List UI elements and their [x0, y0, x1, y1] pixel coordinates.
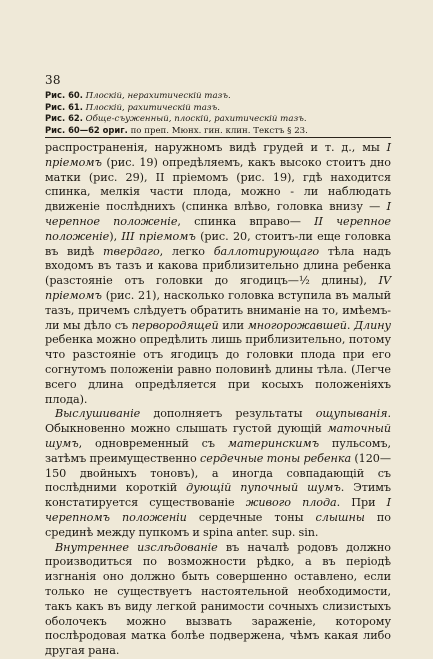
italic-run: Выслушиваніе — [55, 407, 141, 421]
caption-label: Рис. 60. — [45, 90, 83, 100]
italic-run: маточный шумъ — [45, 422, 391, 450]
italic-run: слышны — [315, 510, 365, 524]
italic-run: II черепное положеніе — [45, 214, 391, 243]
caption-text: по преп. Мюнх. гин. клин. Текстъ § 23. — [130, 125, 308, 136]
italic-run: Длину — [353, 318, 391, 332]
divider-rule — [45, 137, 391, 138]
text-run: (120—150 двойныхъ тоновъ), а иногда совпадающій съ послѣдними короткій — [45, 451, 391, 495]
text-run: въ началѣ родовъ должно производиться по возможности рѣдко, а въ періодѣ изгнанія оно должно быть совершенно оставлено, если только не существуетъ настоятельной необходимости, такъ какъ въ виду легкой ранимости сочныхъ слизистыхъ оболочекъ можно вызвать зараженіе, которому послѣродовая матка болѣе подвержена, чѣмъ какая либо другая рана. — [45, 540, 391, 658]
text-run: . Обыкновенно можно слышать густой дующій — [45, 407, 391, 436]
page-number: 38 — [45, 73, 61, 87]
text-run: (рис. 19) опредѣляемъ, какъ высоко стоитъ дно матки (рис. 29), II пріемомъ (рис. 19), гдѣ находится спинка, мелкія части плода, можно - ли наблюдать движеніе послѣднихъ (спинка влѣво, головка внизу — — [45, 155, 391, 214]
text-run: распространенія, наружномъ видѣ грудей и т. д., мы — [45, 141, 387, 154]
paragraph — [45, 541, 391, 659]
text-run: или — [218, 318, 248, 332]
italic-run: III пріемомъ — [121, 229, 196, 243]
italic-run: I черепное положеніе — [45, 200, 391, 228]
text-run: (рис. 20, стоитъ-ли еще головка въ видѣ — [45, 229, 391, 258]
italic-run: IV пріемомъ — [45, 274, 391, 302]
caption-label: Рис. 61. — [45, 101, 83, 112]
caption-label: Рис. 60—62 ориг. — [45, 124, 128, 135]
italic-run: дующій пупочный шумъ — [186, 481, 341, 495]
italic-run: баллотирующаго — [213, 244, 320, 258]
italic-run: Внутреннее изслѣдованіе — [55, 540, 218, 554]
text-run: сердечные тоны — [186, 510, 316, 524]
figure-caption — [45, 113, 395, 125]
italic-run: I черепномъ положеніи — [45, 496, 391, 524]
text-run: ребенка можно опредѣлить лишь приблизительно, потому что разстояніе отъ ягодицъ до головки плода при его согнутомъ положеніи равно половинѣ длины тѣла. (Легче всего длина опредѣляется при косыхъ положеніяхъ плода). — [45, 333, 391, 406]
text-run: (рис. 21), насколько головка вступила въ малый тазъ, причемъ слѣдуетъ обратить вниманіе на то, имѣемъ-ли мы дѣло съ — [45, 288, 391, 332]
figure-captions — [45, 90, 395, 136]
text-run: . Этимъ констатируется существованіе — [45, 481, 391, 510]
italic-run: живого плода — [245, 496, 337, 510]
italic-run: первородящей — [131, 318, 219, 332]
text-run: , легко — [159, 244, 214, 258]
text-run: . — [346, 318, 354, 332]
caption-text: Обще-съуженный, плоскій, рахитическій тазъ. — [85, 114, 307, 125]
text-run: тѣла надъ входомъ въ тазъ и какова приблизительно длина ребенка (разстояніе отъ головки до ягодицъ—½ длины), — [45, 244, 392, 288]
caption-text: Плоскій, рахитическій тазъ. — [85, 102, 220, 113]
italic-run: твердаго — [103, 244, 160, 258]
caption-label: Рис. 62. — [45, 113, 83, 124]
italic-run: I пріемомъ — [45, 141, 391, 169]
paragraph — [45, 141, 391, 407]
body-text — [45, 141, 391, 659]
figure-caption — [45, 90, 395, 102]
text-run: , спинка вправо— — [177, 214, 315, 228]
italic-run: сердечные тоны ребенка — [200, 451, 352, 465]
italic-run: многорожавшей — [247, 318, 347, 332]
figure-caption-source — [45, 125, 395, 137]
figure-caption — [45, 102, 395, 114]
text-run: , одновременный съ — [78, 436, 228, 450]
text-run: ), — [109, 229, 122, 243]
italic-run: ощупыванія — [315, 407, 388, 421]
text-run: дополняетъ результаты — [140, 407, 316, 421]
caption-text: Плоскій, нерахитическій тазъ. — [85, 91, 231, 101]
text-run: . При — [336, 496, 387, 510]
text-run: по срединѣ между пупкомъ и spina anter. sup. sin. — [45, 510, 391, 539]
italic-run: материнскимъ — [227, 436, 319, 450]
paragraph — [45, 407, 391, 540]
text-run: пульсомъ, затѣмъ преимущественно — [45, 436, 391, 465]
